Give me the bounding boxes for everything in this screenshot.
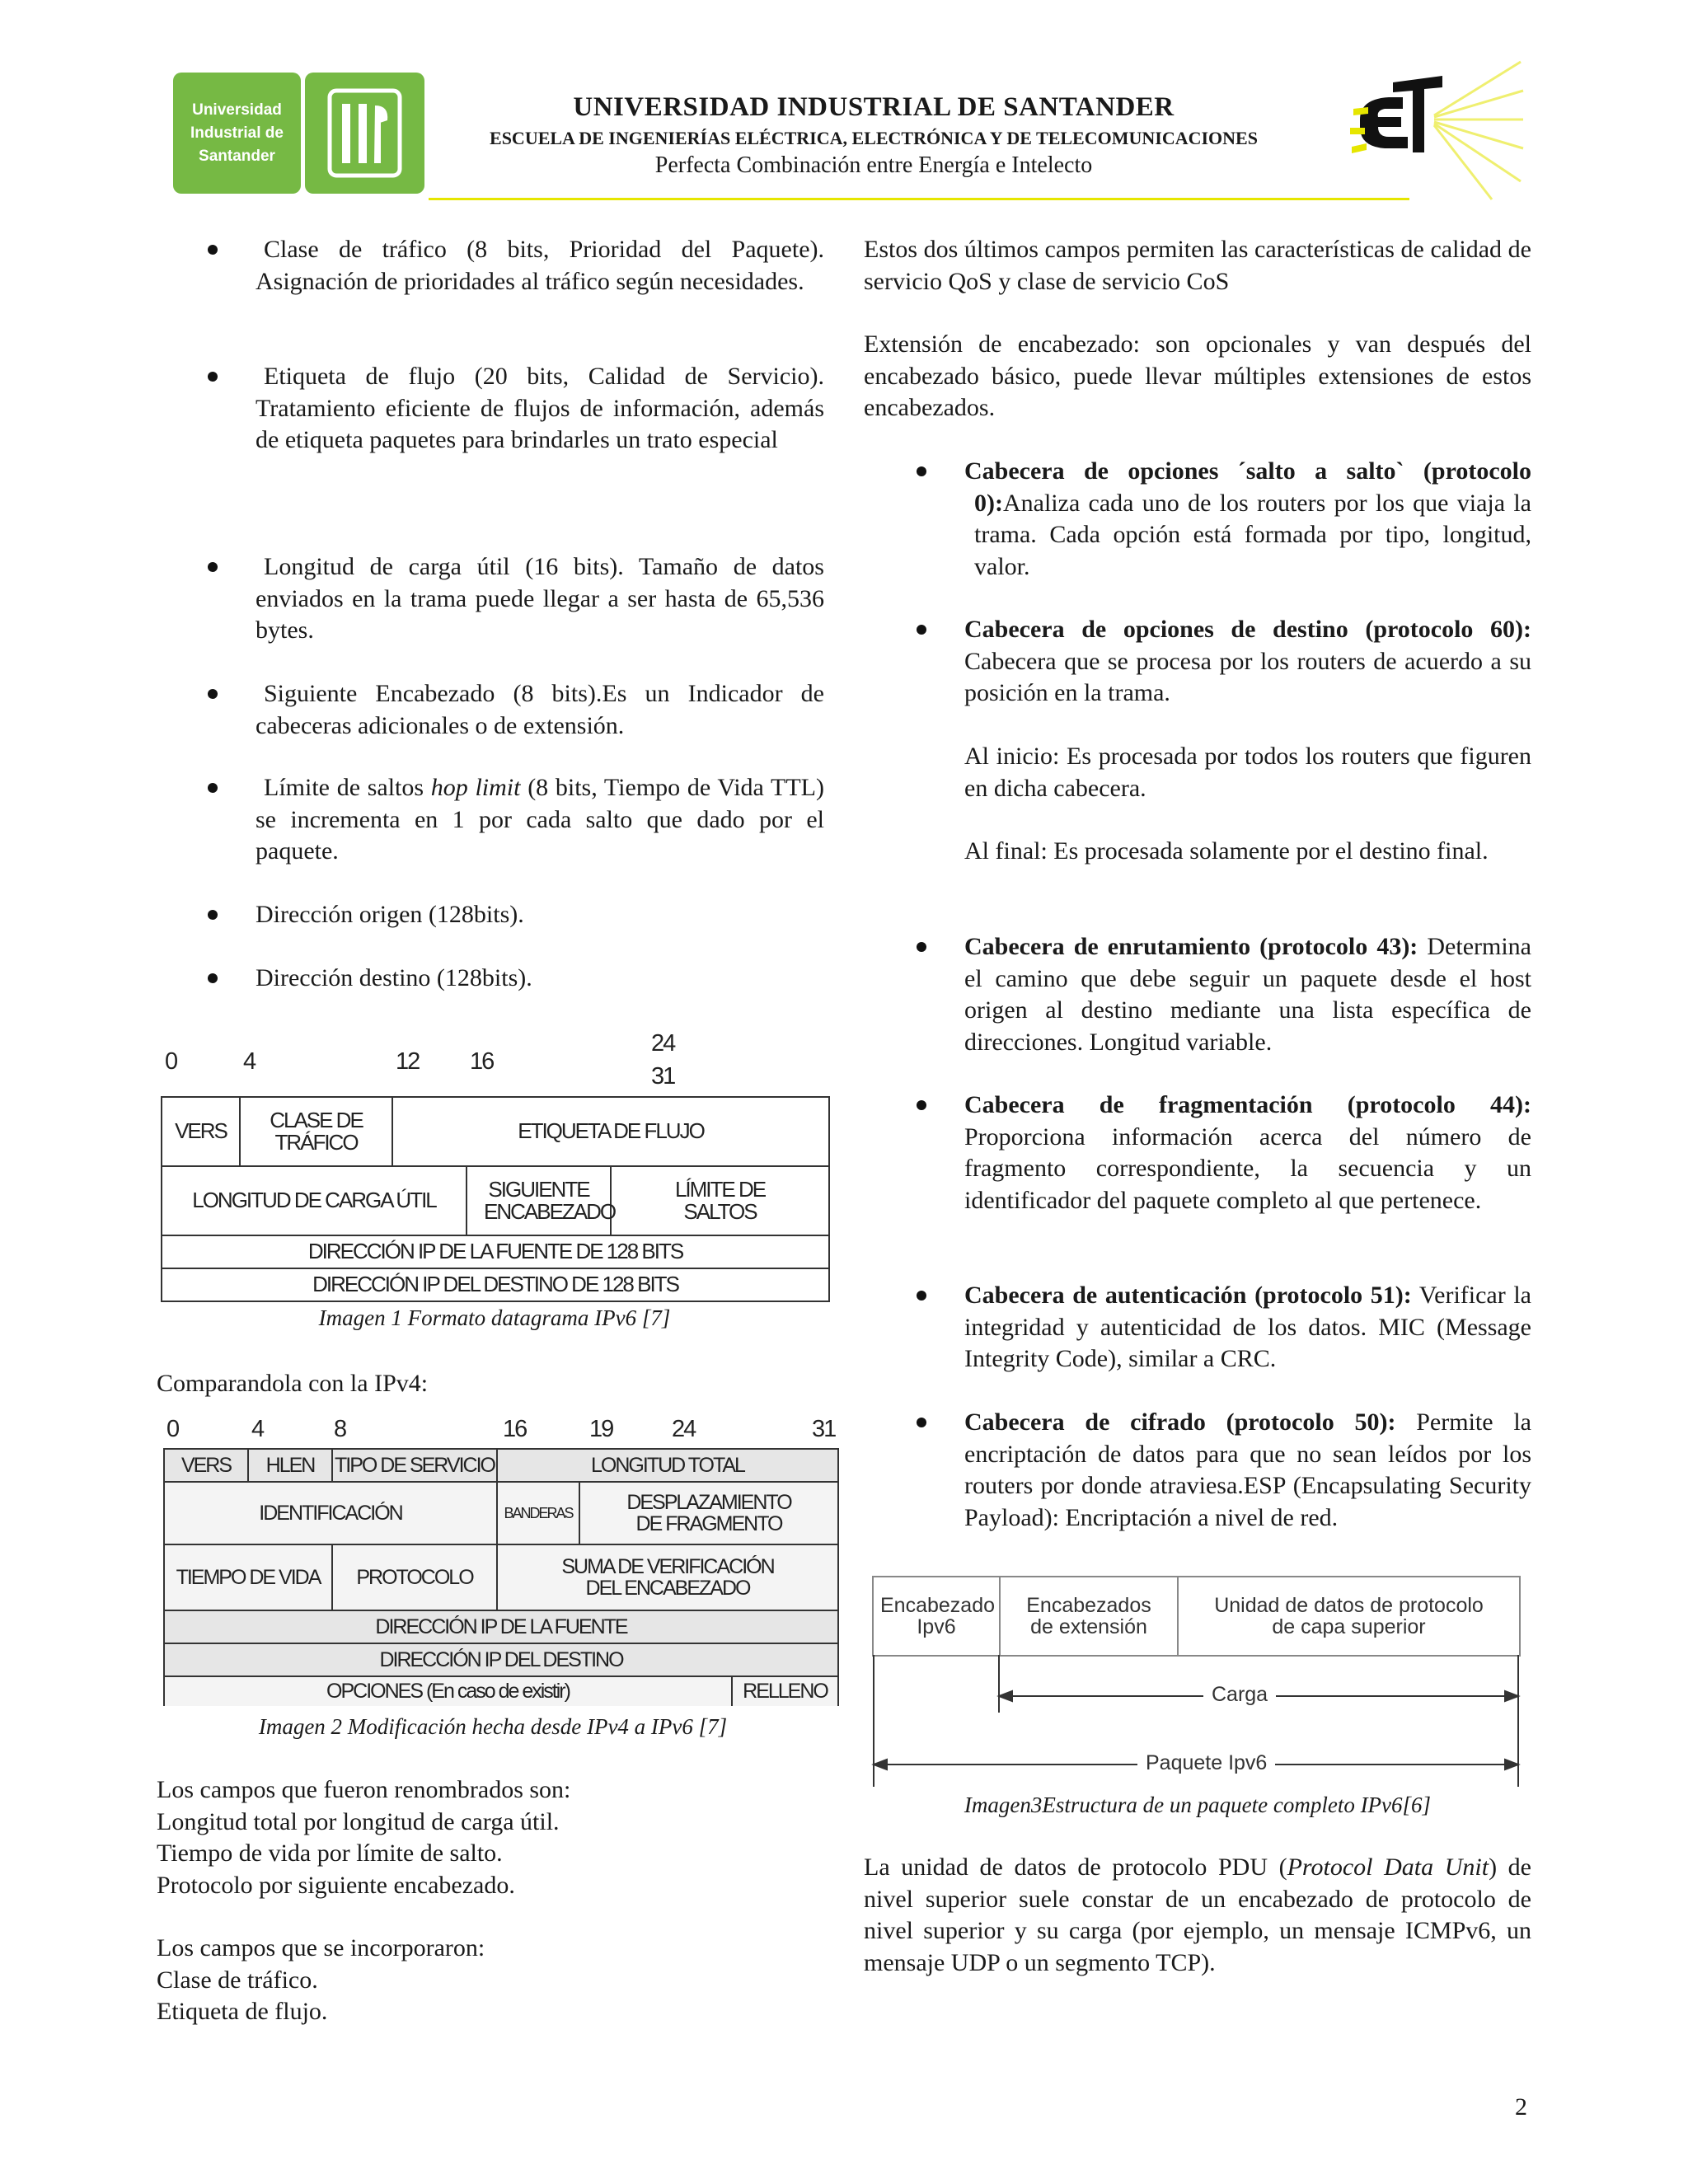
bit-label: 12 [396, 1048, 420, 1075]
item-title: Cabecera de cifrado (protocolo 50): [964, 1408, 1396, 1436]
ext-header-hop-by-hop [964, 456, 1531, 583]
field-tiempo-vida: TIEMPO DE VIDA [164, 1544, 332, 1610]
ext-header-fragmentation [964, 1090, 1531, 1216]
field-direccion-fuente: DIRECCIÓN IP DE LA FUENTE DE 128 BITS [162, 1235, 829, 1268]
hop-limit-term: hop limit [430, 774, 521, 801]
hop-text-pre: Límite de saltos [264, 774, 431, 801]
field-banderas: BANDERAS [497, 1482, 579, 1544]
hop-text-post: (8 bits, Tiempo de Vida TTL) se incrementa en 1 por cada salto que dado por el paquete. [256, 774, 824, 865]
item-title: Cabecera de opciones ´salto a salto` (protocolo 0): [964, 457, 1531, 517]
university-logo [173, 73, 301, 194]
bullet-marker [208, 562, 218, 572]
header-rule [429, 198, 1409, 200]
bullet-marker [917, 1418, 926, 1427]
logo-line-2: Industrial de [190, 124, 284, 142]
university-title: UNIVERSIDAD INDUSTRIAL DE SANTANDER [573, 92, 1175, 122]
bullet-marker [208, 245, 218, 255]
caption-imagen-3: Imagen3Estructura de un paquete completo IPv6[6] [964, 1793, 1432, 1817]
field-longitud-total: LONGITUD TOTAL [497, 1449, 838, 1482]
item-text: Analiza cada uno de los routers por los que viaja la trama. Cada opción está formada por tipo, longitud, valor. [974, 489, 1531, 580]
ext-header-authentication [964, 1280, 1531, 1376]
ipv6-packet-structure-diagram [872, 1576, 1521, 1657]
al-inicio-text: Al inicio: Es procesada por todos los routers que figuren en dicha cabecera. [964, 743, 1531, 802]
bit-label: 0 [166, 1416, 179, 1442]
field-longitud-carga: LONGITUD DE CARGA ÚTIL [162, 1166, 467, 1235]
bit-label: 4 [243, 1048, 256, 1075]
bullet-siguiente-encabezado: Siguiente Encabezado (8 bits).Es un Indicador de cabeceras adicionales o de extensión. [256, 680, 824, 739]
caption-imagen-2: Imagen 2 Modificación hecha desde IPv4 a IPv6 [7] [258, 1714, 728, 1739]
field-suma-verificacion: SUMA DE VERIFICACIÓN DEL ENCABEZADO [497, 1544, 838, 1610]
logo-line-1: Universidad [192, 101, 282, 119]
field-opciones: OPCIONES (En caso de existir) [164, 1676, 732, 1706]
logo-line-3: Santander [199, 148, 275, 165]
incorporated-item: Etiqueta de flujo. [157, 1998, 328, 2025]
item-text: Cabecera que se procesa por los routers de acuerdo a su posición en la trama. [964, 647, 1531, 706]
bit-label: 8 [334, 1416, 346, 1442]
motto: Perfecta Combinación entre Energía e Intelecto [654, 152, 1093, 178]
carga-label: Carga [1203, 1683, 1276, 1707]
bullet-marker [917, 1291, 926, 1301]
pdu-text-pre: La unidad de datos de protocolo PDU ( [864, 1854, 1287, 1881]
packet-upper-layer-pdu: Unidad de datos de protocolo de capa superior [1178, 1577, 1520, 1656]
field-direccion-destino: DIRECCIÓN IP DEL DESTINO DE 128 BITS [162, 1268, 829, 1301]
bullet-direccion-destino: Dirección destino (128bits). [256, 964, 532, 991]
bit-label: 19 [589, 1416, 613, 1442]
bit-label: 4 [251, 1416, 264, 1442]
bit-label: 24 [672, 1416, 696, 1442]
bullet-marker [917, 942, 926, 952]
bullet-marker [917, 466, 926, 476]
field-identificacion: IDENTIFICACIÓN [164, 1482, 497, 1544]
ipv4-header-diagram [163, 1448, 839, 1706]
ext-header-encryption [964, 1407, 1531, 1534]
pdu-paragraph [864, 1852, 1531, 1979]
field-direccion-fuente: DIRECCIÓN IP DE LA FUENTE [164, 1610, 838, 1643]
renamed-fields [157, 1774, 824, 1901]
school-name: ESCUELA DE INGENIERÍAS ELÉCTRICA, ELECTRÓNICA Y DE TELECOMUNICACIONES [490, 128, 1258, 148]
bit-label: 24 [651, 1030, 675, 1057]
extension-paragraph: Extensión de encabezado: son opcionales y van después del encabezado básico, puede llevar múltiples extensiones de estos encabezados. [864, 330, 1531, 421]
item-title: Cabecera de enrutamiento (protocolo 43): [964, 933, 1418, 960]
ipv6-header-diagram [161, 1096, 830, 1302]
field-vers: VERS [162, 1097, 240, 1166]
field-protocolo: PROTOCOLO [332, 1544, 497, 1610]
incorporated-title: Los campos que se incorporaron: [157, 1934, 485, 1961]
pdu-text-post: ) de nivel superior suele constar de un encabezado de protocolo de nivel superior y su carga (por ejemplo, un mensaje ICMPv6, un mensaje UDP o un segmento TCP). [864, 1854, 1531, 1976]
item-title: Cabecera de opciones de destino (protocolo 60): [964, 616, 1531, 643]
item-text: Proporciona información acerca del número de fragmento correspondiente, la secuencia y un identificador del paquete completo al que pertenece. [964, 1122, 1531, 1214]
field-direccion-destino: DIRECCIÓN IP DEL DESTINO [164, 1643, 838, 1676]
renamed-item: Protocolo por siguiente encabezado. [157, 1871, 515, 1899]
bit-label: 31 [812, 1416, 836, 1442]
item-title: Cabecera de fragmentación (protocolo 44): [964, 1091, 1531, 1118]
caption-imagen-1: Imagen 1 Formato datagrama IPv6 [7] [318, 1305, 671, 1330]
bullet-limite-saltos [256, 772, 824, 868]
packet-ipv6-header: Encabezado Ipv6 [873, 1577, 1000, 1656]
field-siguiente-encabezado: SIGUIENTE ENCABEZADO [467, 1166, 611, 1235]
bullet-direccion-origen: Dirección origen (128bits). [256, 901, 524, 928]
compare-text: Comparandola con la IPv4: [157, 1370, 429, 1397]
ext-header-destination [964, 614, 1531, 710]
et-logo-icon [1343, 58, 1525, 202]
field-clase-trafico: CLASE DE TRÁFICO [240, 1097, 392, 1166]
ext-header-routing [964, 931, 1531, 1058]
qos-paragraph: Estos dos últimos campos permiten las características de calidad de servicio QoS y clase de servicio CoS [864, 236, 1531, 295]
bullet-marker [208, 783, 218, 793]
uis-emblem-icon [305, 73, 424, 194]
renamed-item: Tiempo de vida por límite de salto. [157, 1840, 503, 1867]
packet-extension-headers: Encabezados de extensión [1000, 1577, 1178, 1656]
incorporated-item: Clase de tráfico. [157, 1966, 318, 1994]
field-hlen: HLEN [248, 1449, 332, 1482]
page-number: 2 [1515, 2093, 1527, 2121]
field-limite-saltos: LÍMITE DE SALTOS [611, 1166, 829, 1235]
bullet-marker [917, 625, 926, 635]
bullet-marker [208, 910, 218, 920]
field-tipo-servicio: TIPO DE SERVICIO [332, 1449, 497, 1482]
item-text: Permite la encriptación de datos para que no sean leídos por los routers por donde atraviesa.ESP (Encapsulating Security Payload): Encriptación a nivel de red. [964, 1408, 1531, 1531]
bullet-longitud-carga: Longitud de carga útil (16 bits). Tamaño de datos enviados en la trama puede llegar a ser hasta de 65,536 bytes. [256, 553, 824, 644]
bit-label: 0 [165, 1048, 177, 1075]
bullet-marker [208, 689, 218, 699]
item-title: Cabecera de autenticación (protocolo 51): [964, 1282, 1412, 1309]
al-final-text: Al final: Es procesada solamente por el destino final. [964, 837, 1489, 865]
bit-label: 31 [651, 1063, 675, 1090]
field-relleno: RELLENO [732, 1676, 838, 1706]
field-etiqueta-flujo: ETIQUETA DE FLUJO [392, 1097, 829, 1166]
bit-label: 16 [470, 1048, 494, 1075]
incorporated-fields [157, 1933, 824, 2028]
field-desplazamiento: DESPLAZAMIENTO DE FRAGMENTO [579, 1482, 838, 1544]
field-vers: VERS [164, 1449, 248, 1482]
pdu-term: Protocol Data Unit [1287, 1854, 1489, 1881]
bullet-marker [917, 1100, 926, 1110]
bullet-marker [208, 973, 218, 983]
bullet-clase-trafico: Clase de tráfico (8 bits, Prioridad del Paquete). Asignación de prioridades al tráfico según necesidades. [256, 236, 824, 295]
item-text: Determina el camino que debe seguir un paquete desde el host origen al destino mediante una lista específica de direcciones. Longitud variable. [964, 933, 1531, 1056]
paquete-ipv6-label: Paquete Ipv6 [1137, 1751, 1275, 1775]
item-text: Verificar la integridad y autenticidad de los datos. MIC (Message Integrity Code), similar a CRC. [964, 1282, 1531, 1372]
bullet-etiqueta-flujo: Etiqueta de flujo (20 bits, Calidad de Servicio). Tratamiento eficiente de flujos de información, además de etiqueta paquetes para brindarles un trato especial [256, 363, 824, 453]
bit-label: 16 [503, 1416, 527, 1442]
renamed-item: Longitud total por longitud de carga útil. [157, 1807, 560, 1835]
bullet-marker [208, 372, 218, 382]
renamed-title: Los campos que fueron renombrados son: [157, 1776, 571, 1803]
